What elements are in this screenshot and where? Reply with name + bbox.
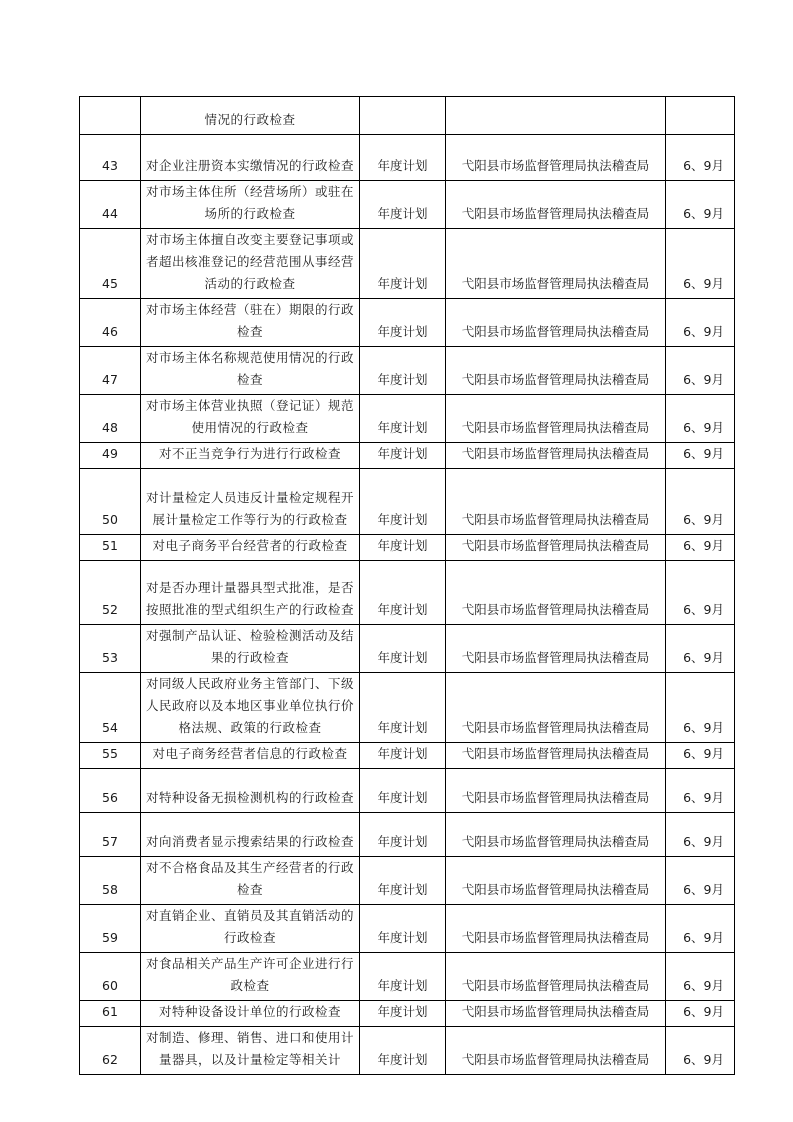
- basis-cell: 年度计划: [360, 953, 446, 1001]
- month-cell: 6、9月: [666, 625, 735, 673]
- agency-cell: 弋阳县市场监督管理局执法稽查局: [446, 1027, 666, 1075]
- basis-cell: 年度计划: [360, 561, 446, 625]
- agency-cell: 弋阳县市场监督管理局执法稽查局: [446, 905, 666, 953]
- month-cell: 6、9月: [666, 673, 735, 743]
- table-row: [80, 299, 735, 347]
- row-number-cell: 61: [80, 1001, 141, 1027]
- row-number-cell: 46: [80, 299, 141, 347]
- row-number-cell: 55: [80, 743, 141, 769]
- inspection-item-cell: 对电子商务平台经营者的行政检查: [141, 535, 360, 561]
- table-row: [80, 443, 735, 469]
- agency-cell: 弋阳县市场监督管理局执法稽查局: [446, 953, 666, 1001]
- month-cell: 6、9月: [666, 561, 735, 625]
- table-row: [80, 1001, 735, 1027]
- inspection-item-cell: 对特种设备无损检测机构的行政检查: [141, 769, 360, 813]
- table-row: [80, 625, 735, 673]
- basis-cell: 年度计划: [360, 905, 446, 953]
- month-cell: 6、9月: [666, 135, 735, 181]
- basis-cell: 年度计划: [360, 813, 446, 857]
- month-cell: 6、9月: [666, 953, 735, 1001]
- agency-cell: 弋阳县市场监督管理局执法稽查局: [446, 135, 666, 181]
- month-cell: 6、9月: [666, 535, 735, 561]
- agency-cell: 弋阳县市场监督管理局执法稽查局: [446, 395, 666, 443]
- basis-cell: 年度计划: [360, 625, 446, 673]
- basis-cell: 年度计划: [360, 1001, 446, 1027]
- table-row: [80, 347, 735, 395]
- basis-cell: 年度计划: [360, 181, 446, 229]
- agency-cell: 弋阳县市场监督管理局执法稽查局: [446, 625, 666, 673]
- inspection-item-cell: 对制造、修理、销售、进口和使用计量器具，以及计量检定等相关计: [141, 1027, 360, 1075]
- agency-cell: 弋阳县市场监督管理局执法稽查局: [446, 181, 666, 229]
- table-row: [80, 813, 735, 857]
- inspection-item-cell: 对市场主体擅自改变主要登记事项或者超出核准登记的经营范围从事经营活动的行政检查: [141, 229, 360, 299]
- row-number-cell: 54: [80, 673, 141, 743]
- inspection-item-cell: 对不正当竞争行为进行行政检查: [141, 443, 360, 469]
- table-row: [80, 857, 735, 905]
- month-cell: 6、9月: [666, 469, 735, 535]
- agency-cell: 弋阳县市场监督管理局执法稽查局: [446, 769, 666, 813]
- table-row: [80, 469, 735, 535]
- basis-cell: 年度计划: [360, 135, 446, 181]
- month-cell: 6、9月: [666, 905, 735, 953]
- inspection-item-cell: 对市场主体营业执照（登记证）规范使用情况的行政检查: [141, 395, 360, 443]
- table-row: [80, 395, 735, 443]
- row-number-cell: [80, 97, 141, 135]
- table-row: [80, 135, 735, 181]
- month-cell: 6、9月: [666, 1027, 735, 1075]
- row-number-cell: 53: [80, 625, 141, 673]
- inspection-item-cell: 对是否办理计量器具型式批准，是否按照批准的型式组织生产的行政检查: [141, 561, 360, 625]
- agency-cell: 弋阳县市场监督管理局执法稽查局: [446, 673, 666, 743]
- basis-cell: 年度计划: [360, 1027, 446, 1075]
- inspection-item-cell: 对食品相关产品生产许可企业进行行政检查: [141, 953, 360, 1001]
- agency-cell: 弋阳县市场监督管理局执法稽查局: [446, 1001, 666, 1027]
- month-cell: 6、9月: [666, 181, 735, 229]
- agency-cell: 弋阳县市场监督管理局执法稽查局: [446, 535, 666, 561]
- inspection-item-cell: 对直销企业、直销员及其直销活动的行政检查: [141, 905, 360, 953]
- agency-cell: 弋阳县市场监督管理局执法稽查局: [446, 857, 666, 905]
- row-number-cell: 49: [80, 443, 141, 469]
- row-number-cell: 52: [80, 561, 141, 625]
- table-row: [80, 1027, 735, 1075]
- inspection-item-cell: 对计量检定人员违反计量检定规程开展计量检定工作等行为的行政检查: [141, 469, 360, 535]
- inspection-item-cell: 情况的行政检查: [141, 97, 360, 135]
- inspection-item-cell: 对同级人民政府业务主管部门、下级人民政府以及本地区事业单位执行价格法规、政策的行政检查: [141, 673, 360, 743]
- inspection-item-cell: 对向消费者显示搜索结果的行政检查: [141, 813, 360, 857]
- basis-cell: 年度计划: [360, 743, 446, 769]
- month-cell: 6、9月: [666, 299, 735, 347]
- row-number-cell: 51: [80, 535, 141, 561]
- basis-cell: 年度计划: [360, 769, 446, 813]
- agency-cell: 弋阳县市场监督管理局执法稽查局: [446, 469, 666, 535]
- month-cell: 6、9月: [666, 857, 735, 905]
- month-cell: 6、9月: [666, 347, 735, 395]
- agency-cell: 弋阳县市场监督管理局执法稽查局: [446, 347, 666, 395]
- inspection-item-cell: 对不合格食品及其生产经营者的行政检查: [141, 857, 360, 905]
- month-cell: 6、9月: [666, 1001, 735, 1027]
- row-number-cell: 57: [80, 813, 141, 857]
- basis-cell: [360, 97, 446, 135]
- agency-cell: 弋阳县市场监督管理局执法稽查局: [446, 743, 666, 769]
- agency-cell: 弋阳县市场监督管理局执法稽查局: [446, 299, 666, 347]
- table-row: [80, 905, 735, 953]
- inspection-item-cell: 对电子商务经营者信息的行政检查: [141, 743, 360, 769]
- table-row: [80, 181, 735, 229]
- basis-cell: 年度计划: [360, 229, 446, 299]
- inspection-item-cell: 对强制产品认证、检验检测活动及结果的行政检查: [141, 625, 360, 673]
- row-number-cell: 60: [80, 953, 141, 1001]
- table-row: [80, 743, 735, 769]
- row-number-cell: 44: [80, 181, 141, 229]
- basis-cell: 年度计划: [360, 347, 446, 395]
- table-row: [80, 561, 735, 625]
- table-row: [80, 673, 735, 743]
- inspection-item-cell: 对市场主体经营（驻在）期限的行政检查: [141, 299, 360, 347]
- row-number-cell: 48: [80, 395, 141, 443]
- agency-cell: 弋阳县市场监督管理局执法稽查局: [446, 813, 666, 857]
- month-cell: 6、9月: [666, 229, 735, 299]
- basis-cell: 年度计划: [360, 535, 446, 561]
- basis-cell: 年度计划: [360, 469, 446, 535]
- month-cell: 6、9月: [666, 813, 735, 857]
- inspection-plan-table: [79, 96, 735, 1075]
- row-number-cell: 58: [80, 857, 141, 905]
- month-cell: [666, 97, 735, 135]
- inspection-item-cell: 对企业注册资本实缴情况的行政检查: [141, 135, 360, 181]
- month-cell: 6、9月: [666, 395, 735, 443]
- month-cell: 6、9月: [666, 443, 735, 469]
- row-number-cell: 50: [80, 469, 141, 535]
- table-row: [80, 769, 735, 813]
- table-row: [80, 535, 735, 561]
- basis-cell: 年度计划: [360, 299, 446, 347]
- agency-cell: 弋阳县市场监督管理局执法稽查局: [446, 443, 666, 469]
- agency-cell: 弋阳县市场监督管理局执法稽查局: [446, 561, 666, 625]
- row-number-cell: 56: [80, 769, 141, 813]
- row-number-cell: 47: [80, 347, 141, 395]
- table-row: [80, 229, 735, 299]
- row-number-cell: 59: [80, 905, 141, 953]
- month-cell: 6、9月: [666, 769, 735, 813]
- basis-cell: 年度计划: [360, 673, 446, 743]
- inspection-item-cell: 对市场主体名称规范使用情况的行政检查: [141, 347, 360, 395]
- month-cell: 6、9月: [666, 743, 735, 769]
- inspection-item-cell: 对市场主体住所（经营场所）或驻在场所的行政检查: [141, 181, 360, 229]
- basis-cell: 年度计划: [360, 857, 446, 905]
- table-row: [80, 97, 735, 135]
- basis-cell: 年度计划: [360, 443, 446, 469]
- agency-cell: 弋阳县市场监督管理局执法稽查局: [446, 229, 666, 299]
- row-number-cell: 62: [80, 1027, 141, 1075]
- agency-cell: [446, 97, 666, 135]
- row-number-cell: 43: [80, 135, 141, 181]
- basis-cell: 年度计划: [360, 395, 446, 443]
- table-row: [80, 953, 735, 1001]
- inspection-item-cell: 对特种设备设计单位的行政检查: [141, 1001, 360, 1027]
- row-number-cell: 45: [80, 229, 141, 299]
